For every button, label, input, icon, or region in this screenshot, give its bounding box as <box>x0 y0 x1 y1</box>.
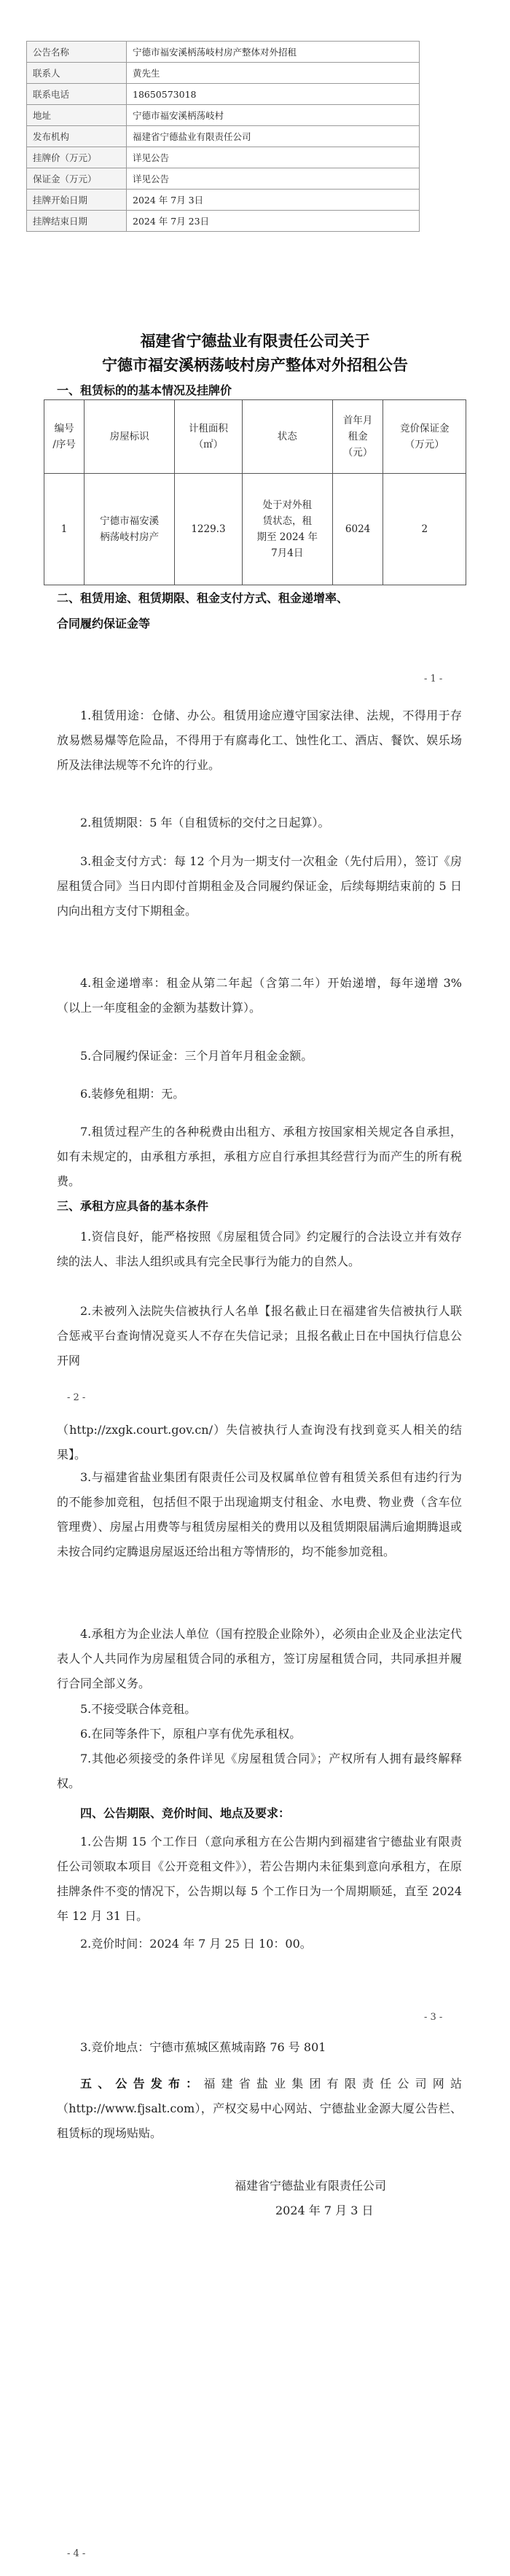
info-row <box>27 190 420 211</box>
info-row <box>27 105 420 126</box>
paragraph-publication-text: 福建省盐业集团有限责任公司网站（http://www.fjsalt.com），产权交易中心网站、宁德盐业金源大厦公告栏、租赁标的现场贴贴。 <box>57 2077 462 2140</box>
table-cell: 1229.3 <box>175 474 243 585</box>
info-label: 公告名称 <box>27 42 127 63</box>
paragraph-deposit: 5.合同履约保证金：三个月首年月租金金额。 <box>80 1049 313 1063</box>
info-label: 联系电话 <box>27 84 127 105</box>
page-number-3: - 3 - <box>424 2012 443 2023</box>
info-value: 2024 年 7月 3日 <box>127 190 420 211</box>
paragraph-usage: 1.租赁用途：仓储、办公。租赁用途应遵守国家法律、法规，不得用于存放易燃易爆等危险品，不得用于有腐毒化工、蚀性化工、酒店、餐饮、娱乐场所及法律法规等不允许的行业。 <box>57 709 462 772</box>
info-label: 挂牌价（万元） <box>27 147 127 168</box>
page-number-2: - 2 - <box>67 1392 86 1403</box>
paragraph-bid-location: 3.竞价地点：宁德市蕉城区蕉城南路 76 号 801 <box>80 2040 326 2054</box>
table-header-cell: 房屋标识 <box>85 400 175 474</box>
table-cell: 6024 <box>332 474 383 585</box>
paragraph-breach: 3.与福建省盐业集团有限责任公司及权属单位曾有租赁关系但有违约行为的不能参加竞租，包括但不限于出现逾期支付租金、水电费、物业费（含车位管理费）、房屋占用费等与租赁房屋相关的费用以及租赁期限届满后逾期腾退或未按合同约定腾退房屋返还给出租方等情形的，均不能参加竞租。 <box>57 1470 462 1558</box>
table-header-cell: 竞价保证金 （万元） <box>383 400 466 474</box>
paragraph-increase: 4.租金递增率：租金从第二年起（含第二年）开始递增，每年递增 3%（以上一年度租金的金额为基数计算）。 <box>57 976 462 1015</box>
info-row <box>27 211 420 232</box>
info-label: 保证金（万元） <box>27 168 127 190</box>
info-value: 福建省宁德盐业有限责任公司 <box>127 126 420 147</box>
table-header-cell: 首年月 租金 （元） <box>332 400 383 474</box>
section-2-heading-line1: 二、租赁用途、租赁期限、租金支付方式、租金递增率、 <box>57 591 349 605</box>
paragraph-no-consortium: 5.不接受联合体竞租。 <box>80 1702 197 1716</box>
paragraph-announce-period: 1.公告期 15 个工作日（意向承租方在公告期内到福建省宁德盐业有限责任公司领取本项目《公开竞租文件》），若公告期内未征集到意向承租方，在原挂牌条件不变的情况下，公告期以每 5 个工作日为一个周期顺延，直至 2024 年 12 月 31 日。 <box>57 1835 462 1923</box>
paragraph-legal-person: 4.承租方为企业法人单位（国有控股企业除外），必须由企业及企业法定代表人个人共同作为房屋租赁合同的承租方，签订房屋租赁合同，共同承担并履行合同全部义务。 <box>57 1627 462 1690</box>
table-cell: 宁德市福安溪 柄荡岐村房产 <box>85 474 175 585</box>
paragraph-publication <box>57 2072 462 2146</box>
info-value: 详见公告 <box>127 147 420 168</box>
section-5-heading: 五、公告发布： <box>80 2077 204 2091</box>
rental-table <box>44 399 466 585</box>
info-value: 18650573018 <box>127 84 420 105</box>
paragraph-term: 2.租赁期限：5 年（自租赁标的交付之日起算）。 <box>80 816 330 830</box>
table-cell: 2 <box>383 474 466 585</box>
table-cell: 1 <box>44 474 85 585</box>
info-label: 联系人 <box>27 63 127 84</box>
signature-date: 2024 年 7 月 3 日 <box>275 2204 374 2217</box>
info-value: 详见公告 <box>127 168 420 190</box>
info-table <box>26 41 420 232</box>
paragraph-other-conditions: 7.其他必须接受的条件详见《房屋租赁合同》；产权所有人拥有最终解释权。 <box>57 1752 462 1790</box>
info-row <box>27 42 420 63</box>
table-header-cell: 状态 <box>242 400 332 474</box>
document-title-line2: 宁德市福安溪柄荡岐村房产整体对外招租公告 <box>102 356 408 374</box>
paragraph-credit: 1.资信良好，能严格按照《房屋租赁合同》约定履行的合法设立并有效存续的法人、非法人组织或具有完全民事行为能力的自然人。 <box>57 1230 462 1268</box>
info-value: 黄先生 <box>127 63 420 84</box>
document-title-line1: 福建省宁德盐业有限责任公司关于 <box>140 332 370 350</box>
info-value: 宁德市福安溪柄荡岐村房产整体对外招租 <box>127 42 420 63</box>
info-label: 发布机构 <box>27 126 127 147</box>
section-2-heading-line2: 合同履约保证金等 <box>57 617 151 631</box>
paragraph-rent-free: 6.装修免租期：无。 <box>80 1087 185 1101</box>
paragraph-dishonest-a: 2.未被列入法院失信被执行人名单【报名截止日在福建省失信被执行人联合惩戒平台查询情况竟买人不存在失信记录；且报名截止日在中国执行信息公开网 <box>57 1304 462 1367</box>
paragraph-priority: 6.在同等条件下，原租户享有优先承租权。 <box>80 1727 302 1741</box>
info-value: 2024 年 7月 23日 <box>127 211 420 232</box>
section-3-heading: 三、承租方应具备的基本条件 <box>57 1199 209 1213</box>
paragraph-payment: 3.租金支付方式：每 12 个月为一期支付一次租金（先付后用），签订《房屋租赁合同》当日内即付首期租金及合同履约保证金，后续每期结束前的 5 日内向出租方支付下期租金。 <box>57 854 462 918</box>
section-1-heading: 一、租赁标的的基本情况及挂牌价 <box>57 383 232 397</box>
page-number-1: - 1 - <box>424 674 443 684</box>
info-value: 宁德市福安溪柄荡岐村 <box>127 105 420 126</box>
info-row <box>27 168 420 190</box>
page-number-4: - 4 - <box>67 2548 86 2559</box>
info-label: 挂牌结束日期 <box>27 211 127 232</box>
table-cell: 处于对外租 赁状态，租 期至 2024 年 7月4日 <box>242 474 332 585</box>
info-row <box>27 126 420 147</box>
table-header-cell: 计租面积 （㎡） <box>175 400 243 474</box>
signature-org: 福建省宁德盐业有限责任公司 <box>235 2179 387 2193</box>
paragraph-dishonest-b: （http://zxgk.court.gov.cn/）失信被执行人查询没有找到竟买人相关的结果】。 <box>57 1423 462 1461</box>
info-row <box>27 63 420 84</box>
section-4-heading: 四、公告期限、竞价时间、地点及要求： <box>80 1806 291 1820</box>
info-row <box>27 147 420 168</box>
info-label: 地址 <box>27 105 127 126</box>
info-row <box>27 84 420 105</box>
table-header-cell: 编号 /序号 <box>44 400 85 474</box>
paragraph-bid-time: 2.竞价时间：2024 年 7 月 25 日 10：00。 <box>80 1937 312 1951</box>
info-label: 挂牌开始日期 <box>27 190 127 211</box>
paragraph-tax: 7.租赁过程产生的各种税费由出租方、承租方按国家相关规定各自承担，如有未规定的，由承租方承担，承租方应自行承担其经营行为而产生的所有税费。 <box>57 1125 462 1188</box>
